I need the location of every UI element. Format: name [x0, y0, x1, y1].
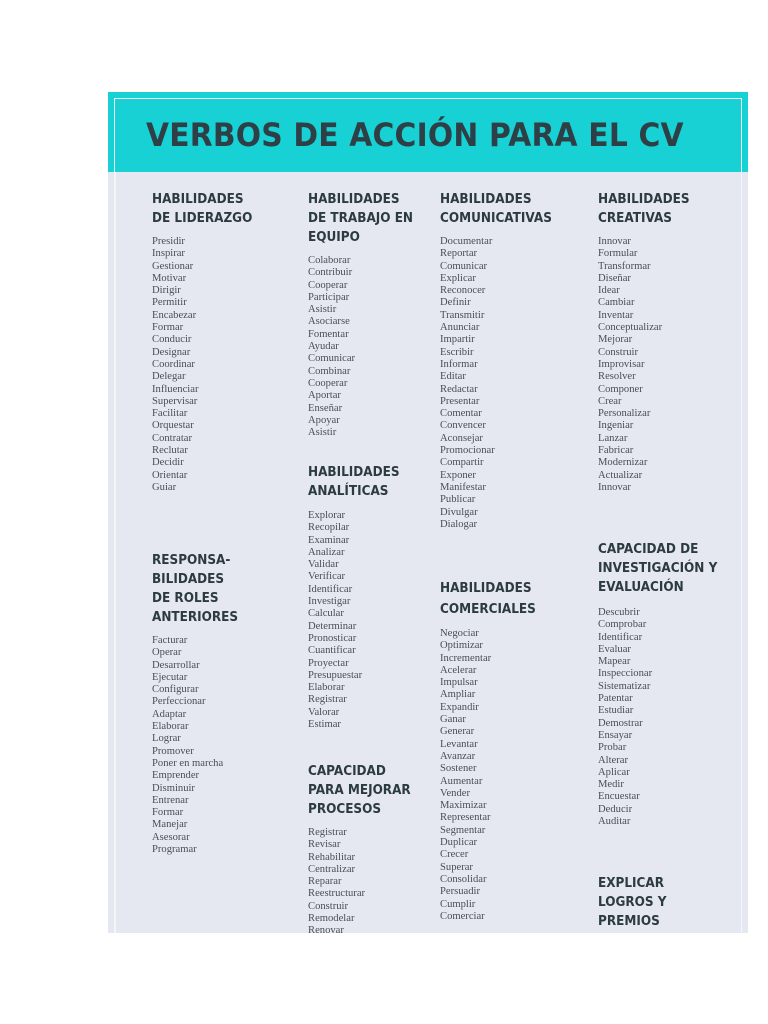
verb-item: Motivar [152, 272, 187, 284]
verb-item: Elaborar [152, 721, 189, 733]
section-logros [598, 874, 748, 931]
verb-item: Negociar [440, 628, 479, 639]
verb-item: Alterar [598, 754, 628, 766]
verb-item: Apoyar [308, 414, 340, 426]
verb-item: Enseñar [308, 402, 343, 414]
verb-item: Contratar [152, 432, 193, 444]
verb-item: Expandir [440, 701, 479, 713]
verb-item: Elaborar [308, 682, 345, 694]
verb-item: Sistematizar [598, 680, 651, 692]
verb-item: Gestionar [152, 260, 194, 272]
verb-item: Modernizar [598, 457, 648, 469]
verb-item: Mapear [598, 656, 631, 668]
verb-item: Estudiar [598, 705, 634, 717]
verb-item: Informar [440, 358, 478, 370]
verb-item: Estimar [308, 719, 341, 731]
verb-item: Entrenar [152, 794, 189, 806]
verb-item: Convencer [440, 420, 486, 432]
verb-item: Programar [152, 844, 197, 856]
verb-item: Valorar [308, 706, 340, 718]
verb-item: Influenciar [152, 383, 199, 395]
verb-item: Renovar [308, 925, 344, 933]
verb-item: Ingeniar [598, 420, 634, 432]
verb-list [152, 236, 322, 494]
verb-item: Demostrar [598, 717, 643, 729]
verb-item: Investigar [308, 596, 351, 608]
verb-item: Identificar [308, 583, 353, 595]
verb-item: Auditar [598, 816, 631, 828]
verb-item: Promover [152, 745, 194, 757]
verb-item: Maximizar [440, 800, 487, 812]
verb-item: Decidir [152, 457, 184, 469]
verb-item: Reparar [308, 876, 342, 888]
verb-item: Revisar [308, 839, 341, 851]
verb-item: Editar [440, 371, 466, 383]
verb-item: Ensayar [598, 729, 633, 741]
verb-item: Deducir [598, 803, 633, 815]
section-heading: RESPONSA- BILIDADES DE ROLES ANTERIORES [152, 553, 239, 625]
verb-item: Anunciar [440, 322, 480, 334]
verb-item: Facilitar [152, 408, 188, 420]
verb-item: Cooperar [308, 377, 348, 389]
verb-item: Verificar [308, 571, 346, 583]
verb-item: Persuadir [440, 886, 481, 898]
verb-item: Validar [308, 559, 339, 571]
verb-item: Inspirar [152, 248, 185, 260]
verb-item: Orientar [152, 469, 188, 481]
verb-item: Comprobar [598, 619, 647, 631]
verb-item: Publicar [440, 494, 476, 506]
verb-item: Vender [440, 787, 471, 799]
section-heading: HABILIDADES DE TRABAJO EN EQUIPO [308, 192, 414, 245]
verb-item: Optimizar [440, 640, 483, 652]
verb-item: Disminuir [152, 782, 195, 794]
verb-item: Permitir [152, 297, 187, 309]
verb-item: Formar [152, 807, 184, 819]
verb-item: Dialogar [440, 518, 478, 530]
verb-item: Adaptar [152, 708, 187, 720]
verb-item: Presidir [152, 236, 185, 247]
verb-item: Determinar [308, 620, 357, 632]
verb-item: Operar [152, 647, 182, 659]
verb-item: Explorar [308, 510, 346, 521]
verb-item: Avanzar [440, 750, 476, 762]
verb-item: Medir [598, 779, 624, 791]
verb-item: Manifestar [440, 481, 486, 493]
verb-item: Incrementar [440, 652, 492, 664]
section-heading: HABILIDADES CREATIVAS [598, 192, 690, 226]
verb-item: Cumplir [440, 898, 476, 910]
verb-item: Registrar [308, 827, 347, 838]
verb-item: Centralizar [308, 863, 356, 875]
verb-item: Guiar [152, 481, 177, 493]
verb-item: Manejar [152, 819, 188, 831]
verb-item: Pronosticar [308, 632, 357, 644]
verb-item: Cuantificar [308, 645, 356, 657]
verb-item: Acelerar [440, 664, 477, 676]
frame-line-left [114, 172, 116, 933]
verb-item: Sostener [440, 763, 477, 775]
verb-item: Cooperar [308, 279, 348, 291]
verb-item: Resolver [598, 371, 636, 383]
verb-item: Inventar [598, 309, 634, 321]
section-investigacion [598, 540, 748, 828]
verb-item: Encuestar [598, 791, 640, 803]
verb-item: Explicar [440, 272, 476, 284]
verb-item: Asociarse [308, 316, 350, 328]
verb-item: Formar [152, 322, 184, 334]
verb-item: Mejorar [598, 334, 633, 346]
verb-item: Supervisar [152, 395, 198, 407]
verb-item: Designar [152, 346, 191, 358]
verb-item: Representar [440, 812, 491, 824]
verb-item: Innovar [598, 481, 631, 493]
verb-item: Comerciar [440, 910, 485, 922]
section-liderazgo [152, 190, 322, 494]
verb-item: Formular [598, 248, 638, 260]
verb-item: Conceptualizar [598, 322, 663, 334]
verb-item: Proyectar [308, 657, 349, 669]
verb-item: Superar [440, 861, 473, 873]
verb-item: Innovar [598, 236, 631, 247]
verb-item: Componer [598, 383, 643, 395]
verb-item: Descubrir [598, 607, 640, 618]
verb-item: Asesorar [152, 831, 190, 843]
verb-item: Aplicar [598, 766, 630, 778]
verb-item: Rehabilitar [308, 851, 356, 863]
verb-item: Crear [598, 395, 622, 407]
section-comerciales [440, 578, 610, 923]
verb-item: Colaborar [308, 255, 351, 266]
verb-item: Exponer [440, 469, 476, 481]
verb-item: Reclutar [152, 445, 188, 457]
verb-item: Lanzar [598, 432, 628, 444]
page-title: VERBOS DE ACCIÓN PARA EL CV [146, 116, 684, 154]
verb-item: Segmentar [440, 824, 486, 836]
verb-item: Ejecutar [152, 671, 188, 683]
verb-item: Definir [440, 297, 471, 309]
verb-item: Configurar [152, 684, 199, 696]
verb-item: Perfeccionar [152, 696, 206, 708]
verb-item: Reportar [440, 248, 478, 260]
verb-item: Transmitir [440, 309, 485, 321]
verb-item: Asistir [308, 304, 337, 316]
verb-item: Inspeccionar [598, 668, 653, 680]
verb-item: Analizar [308, 546, 345, 558]
verb-item: Patentar [598, 693, 633, 705]
section-heading: HABILIDADES DE LIDERAZGO [152, 192, 253, 226]
verb-item: Encabezar [152, 309, 197, 321]
verb-item: Presupuestar [308, 669, 363, 681]
verb-item: Desarrollar [152, 659, 200, 671]
section-comunicativas [440, 190, 610, 531]
verb-item: Identificar [598, 631, 643, 643]
poster [108, 92, 748, 933]
verb-item: Remodelar [308, 913, 355, 925]
title-banner [108, 92, 748, 172]
verb-item: Calcular [308, 608, 344, 620]
verb-item: Contribuir [308, 267, 353, 279]
verb-item: Ampliar [440, 689, 476, 701]
verb-item: Aportar [308, 390, 341, 402]
verb-item: Comunicar [308, 353, 356, 365]
verb-item: Aumentar [440, 775, 483, 787]
verb-item: Reconocer [440, 285, 486, 297]
section-heading: CAPACIDAD DE INVESTIGACIÓN Y EVALUACIÓN [598, 542, 718, 595]
verb-list [152, 635, 322, 856]
verb-item: Consolidar [440, 873, 487, 885]
verb-item: Construir [308, 900, 349, 912]
verb-item: Emprender [152, 770, 200, 782]
verb-item: Dirigir [152, 285, 181, 297]
verb-item: Crecer [440, 849, 469, 861]
verb-item: Presentar [440, 395, 480, 407]
verb-item: Improvisar [598, 358, 645, 370]
verb-item: Construir [598, 346, 639, 358]
verb-list [598, 236, 748, 494]
verb-item: Registrar [308, 694, 347, 706]
verb-item: Comunicar [440, 260, 488, 272]
verb-item: Idear [598, 285, 620, 297]
verb-list [440, 628, 610, 923]
verb-item: Cambiar [598, 297, 635, 309]
verb-item: Examinar [308, 534, 350, 546]
verb-item: Generar [440, 726, 475, 738]
verb-item: Orquestar [152, 420, 194, 432]
verb-item: Actualizar [598, 469, 643, 481]
verb-item: Personalizar [598, 408, 651, 420]
verb-item: Aconsejar [440, 432, 483, 444]
section-heading: HABILIDADES COMERCIALES [440, 581, 536, 617]
section-responsabilidades [152, 551, 322, 856]
verb-item: Impulsar [440, 677, 478, 689]
verb-item: Transformar [598, 260, 651, 272]
verb-item: Divulgar [440, 506, 478, 518]
verb-item: Evaluar [598, 643, 631, 655]
section-heading: HABILIDADES COMUNICATIVAS [440, 192, 552, 226]
verb-item: Participar [308, 291, 350, 303]
verb-item: Compartir [440, 457, 484, 469]
verb-item: Fomentar [308, 328, 349, 340]
verb-item: Conducir [152, 334, 192, 346]
verb-item: Combinar [308, 365, 351, 377]
verb-item: Ayudar [308, 341, 339, 353]
verb-item: Impartir [440, 334, 475, 346]
verb-item: Promocionar [440, 445, 495, 457]
verb-item: Ganar [440, 714, 466, 726]
verb-list [440, 236, 610, 531]
section-heading: EXPLICAR LOGROS Y PREMIOS [598, 876, 667, 929]
verb-item: Diseñar [598, 272, 631, 284]
verb-item: Lograr [152, 733, 181, 745]
verb-item: Levantar [440, 738, 478, 750]
verb-list [598, 607, 748, 828]
verb-item: Poner en marcha [152, 757, 224, 769]
verb-item: Probar [598, 742, 627, 754]
verb-item: Comentar [440, 408, 482, 420]
verb-item: Escribir [440, 346, 474, 358]
verb-item: Reestructurar [308, 888, 366, 900]
verb-item: Facturar [152, 635, 188, 646]
section-heading: CAPACIDAD PARA MEJORAR PROCESOS [308, 764, 411, 817]
verb-item: Recopilar [308, 522, 350, 534]
verb-item: Fabricar [598, 445, 634, 457]
verb-item: Coordinar [152, 358, 195, 370]
section-heading: HABILIDADES ANALÍTICAS [308, 465, 400, 499]
verb-item: Delegar [152, 371, 186, 383]
section-creativas [598, 190, 748, 494]
verb-item: Asistir [308, 427, 337, 439]
verb-item: Duplicar [440, 837, 478, 849]
verb-item: Redactar [440, 383, 478, 395]
verb-item: Documentar [440, 236, 493, 247]
